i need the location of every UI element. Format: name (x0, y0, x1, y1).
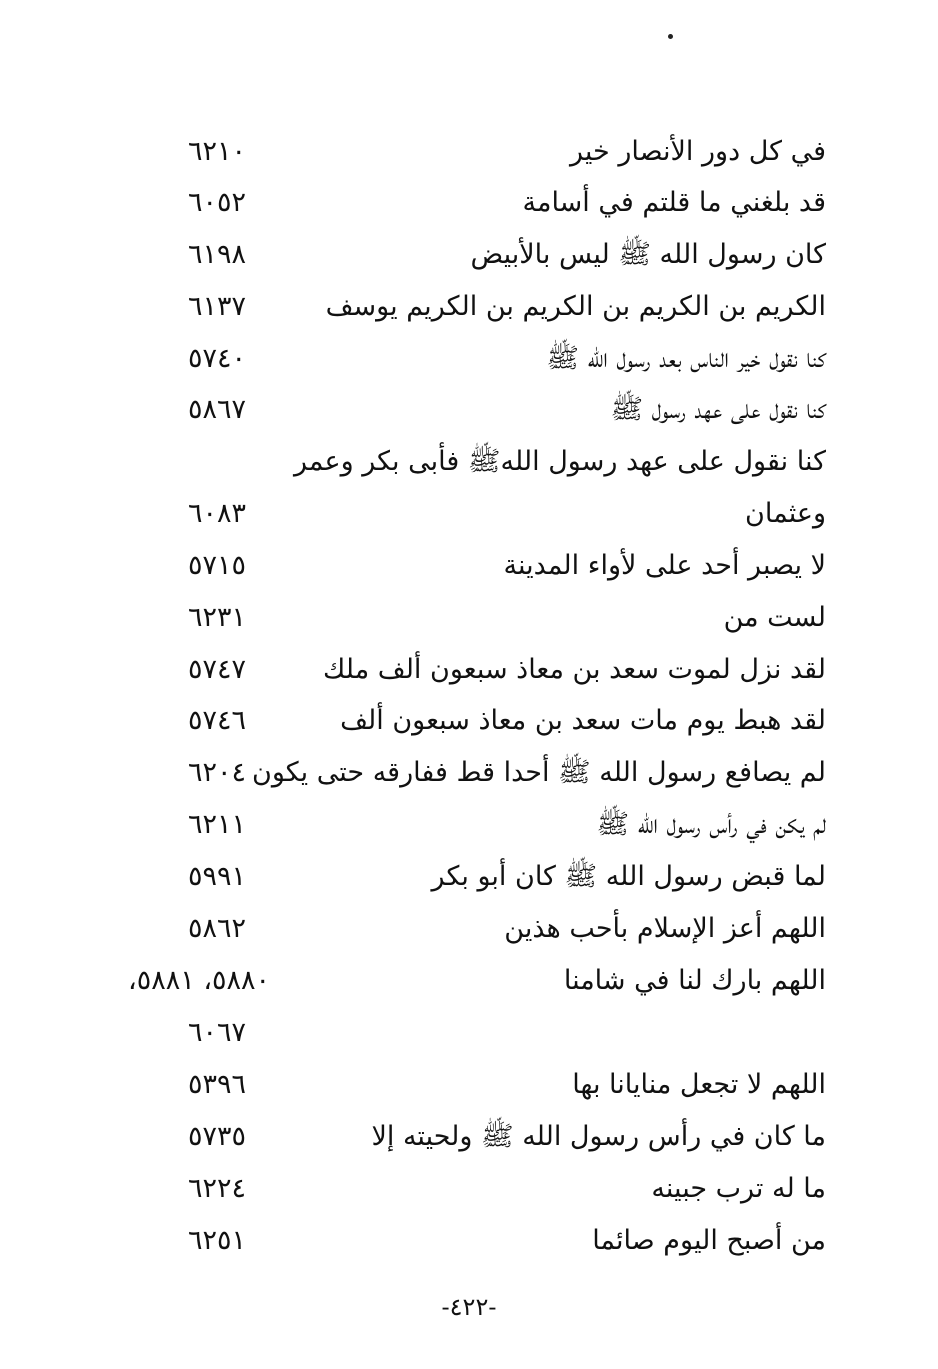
index-entry-text: في كل دور الأنصار خير (570, 136, 826, 167)
index-entry-ref: ٥٨٦٢ (188, 913, 247, 944)
index-entry-text: اللهم أعز الإسلام بأحب هذين (504, 913, 826, 944)
index-entry-ref: ٦٢٣١ (188, 602, 247, 633)
index-entry-text: لم يصافع رسول الله ﷺ أحدا قط ففارقه حتى يكون (251, 757, 826, 788)
index-entry-text: لم يكن في رأس رسول الله ﷺ (596, 809, 826, 840)
index-entry-ref: ٦٠٥٢ (188, 187, 247, 218)
index-entry-ref: ٦٢٢٤ (188, 1173, 247, 1204)
index-entry-text: لقد نزل لموت سعد بن معاذ سبعون ألف ملك (323, 654, 826, 685)
index-entry-text: قد بلغني ما قلتم في أسامة (522, 187, 826, 218)
index-entry-ref: ٦٢١٠ (188, 136, 247, 167)
index-entry-text: كان رسول الله ﷺ ليس بالأبيض (470, 239, 826, 270)
index-entry-text: من أصبح اليوم صائما (592, 1225, 826, 1256)
index-entry-ref: ٥٧٤٧ (188, 654, 247, 685)
index-entry-text: كنا نقول على عهد رسول اللهﷺ فأبى بكر وعمر (293, 446, 826, 477)
index-entry-text: اللهم لا تجعل منايانا بها (572, 1069, 826, 1100)
index-entry-text: اللهم بارك لنا في شامنا (563, 965, 826, 996)
index-entry-text: كنا نقول على عهد رسول ﷺ (610, 394, 826, 425)
index-entry-ref: ٥٧٣٥ (188, 1121, 247, 1152)
index-entry-ref: ٦٢٠٤ (188, 757, 247, 788)
index-entry-ref: ٦١٩٨ (188, 239, 247, 270)
index-entry-text: لا يصبر أحد على لأواء المدينة (503, 550, 826, 581)
index-entry-ref: ٦٢٥١ (188, 1225, 247, 1256)
index-entry-ref: ٥٧١٥ (188, 550, 247, 581)
index-entry-ref: ٥٨٨٠، ٥٨٨١، (128, 965, 271, 996)
index-entry-text: ما له ترب جبينه (651, 1173, 826, 1204)
index-entry-text: لما قبض رسول الله ﷺ كان أبو بكر (431, 861, 826, 892)
index-entry-ref: ٦١٣٧ (188, 291, 247, 322)
index-entry-ref: ٥٨٦٧ (188, 394, 247, 425)
index-entry-ref: ٥٣٩٦ (188, 1069, 247, 1100)
index-entry-ref: ٦٢١١ (188, 809, 247, 840)
index-entry-ref: ٥٩٩١ (188, 861, 247, 892)
index-entry-ref: ٥٧٤٦ (188, 705, 247, 736)
index-entry-ref-continued: ٦٠٦٧ (188, 1017, 247, 1048)
index-entry-text-continued: وعثمان (745, 498, 826, 529)
page-number: -٤٢٢- (441, 1293, 497, 1321)
top-mark (668, 34, 673, 39)
index-entry-text: لقد هبط يوم مات سعد بن معاذ سبعون ألف (340, 705, 826, 736)
index-entry-text: كنا نقول خير الناس بعد رسول الله ﷺ (546, 343, 826, 374)
index-entry-ref: ٥٧٤٠ (188, 343, 247, 374)
index-entry-text: ما كان في رأس رسول الله ﷺ ولحيته إلا (371, 1121, 826, 1152)
index-entry-text: الكريم بن الكريم بن الكريم بن الكريم يوسف (325, 291, 826, 322)
index-entry-text: لست من (723, 602, 826, 633)
index-entry-ref: ٦٠٨٣ (188, 498, 247, 529)
